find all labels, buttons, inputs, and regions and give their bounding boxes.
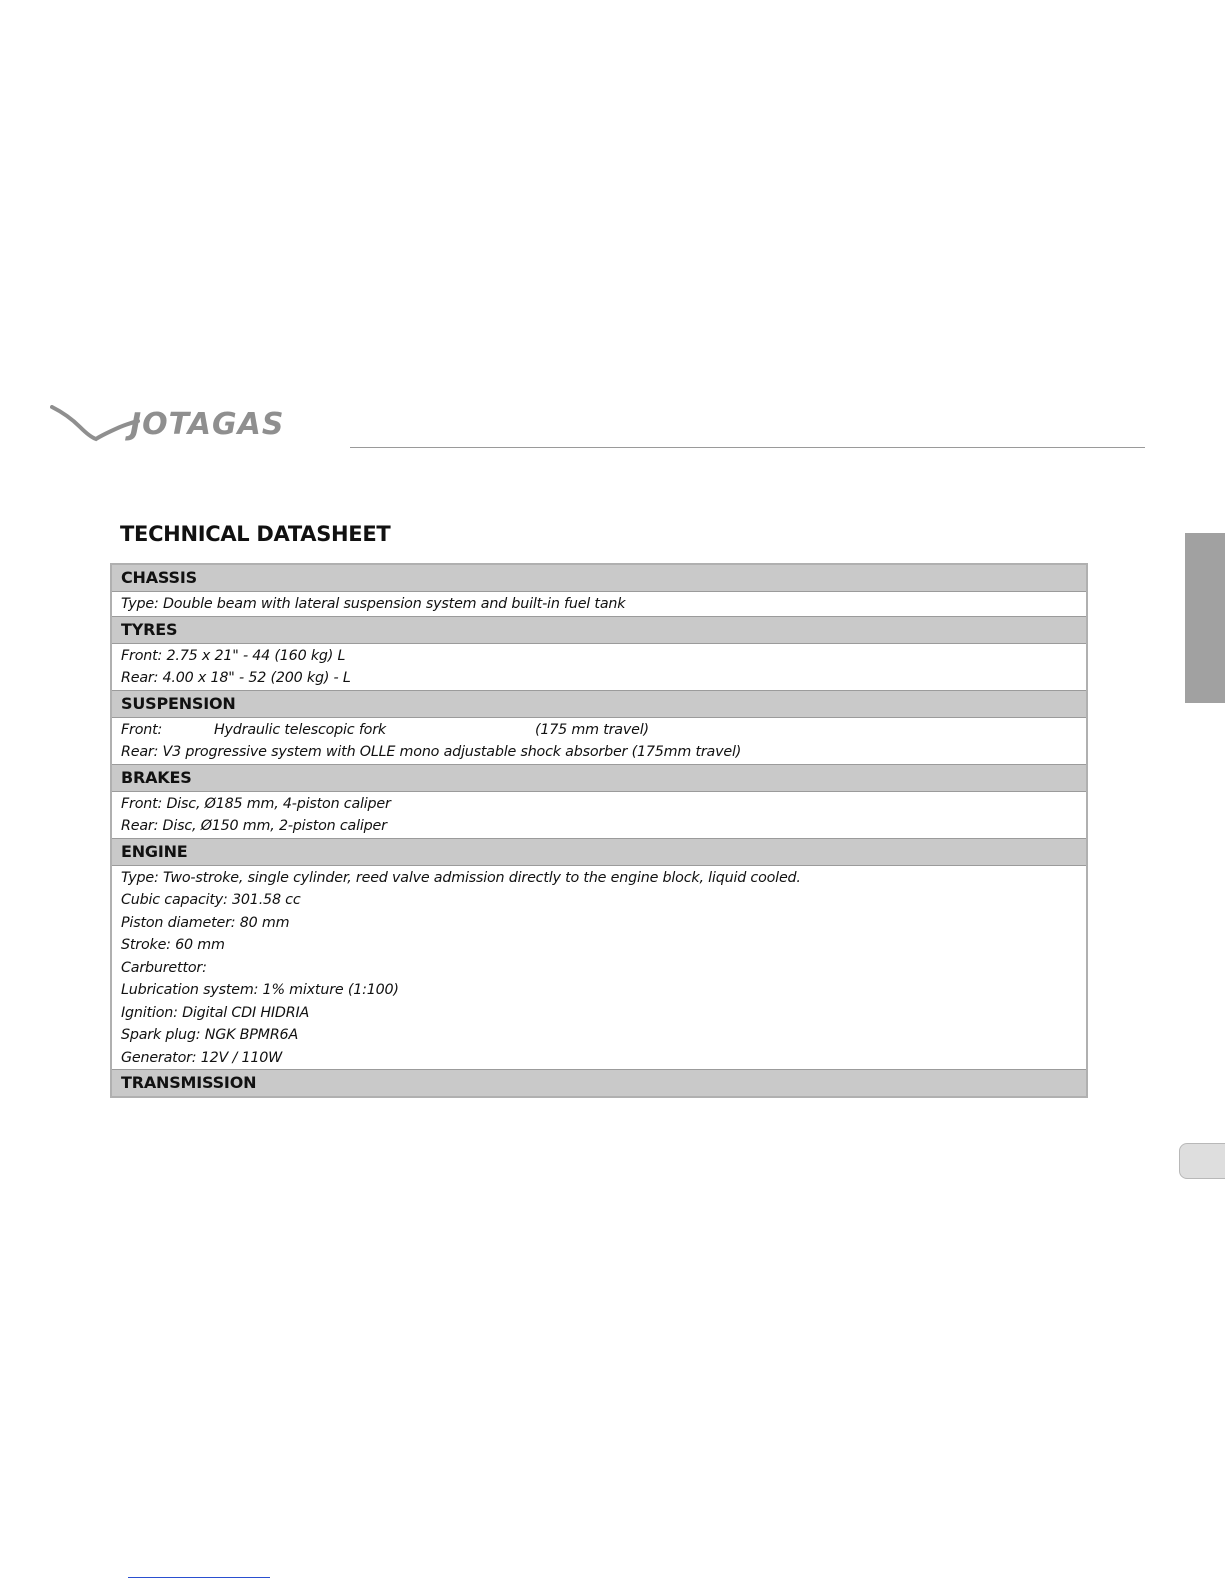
spec-line: Piston diameter: 80 mm	[121, 914, 290, 931]
brand-wordmark: JOTAGAS	[130, 407, 285, 442]
section-body-tyres	[112, 644, 1086, 691]
spec-line: Lubrication system: 1% mixture (1:100)	[121, 982, 399, 998]
section-header-chassis: CHASSIS	[112, 565, 1086, 592]
spec-line: Cubic capacity: 301.58 cc	[121, 892, 301, 908]
front-suspension-type: Hydraulic telescopic fork	[214, 721, 386, 738]
spec-line: Rear: Disc, Ø150 mm, 2-piston caliper	[121, 818, 387, 834]
section-side-tab	[1185, 533, 1225, 703]
section-body-chassis	[112, 592, 1086, 617]
front-suspension-label: Front:	[121, 721, 163, 738]
page-number-tab	[1179, 1143, 1225, 1179]
spec-table	[110, 563, 1088, 1098]
spec-line: Type: Double beam with lateral suspension system and built-in fuel tank	[121, 596, 626, 612]
page-title: TECHNICAL DATASHEET	[120, 522, 391, 546]
section-header-brakes: BRAKES	[112, 765, 1086, 792]
section-header-tyres: TYRES	[112, 617, 1086, 644]
spec-line: Carburettor:	[121, 959, 207, 976]
header-divider	[350, 447, 1145, 448]
spec-line: Rear: 4.00 x 18" - 52 (200 kg) - L	[121, 670, 351, 686]
spec-line: Stroke: 60 mm	[121, 937, 225, 953]
spec-line-front-suspension	[121, 719, 1086, 742]
section-body-engine	[112, 866, 1086, 1071]
spec-line: Ignition: Digital CDI HIDRIA	[121, 1004, 310, 1021]
spec-line: Generator: 12V / 110W	[121, 1049, 283, 1066]
spec-line: Front: Disc, Ø185 mm, 4-piston caliper	[121, 795, 391, 812]
spec-line: Front: 2.75 x 21" - 44 (160 kg) L	[121, 647, 346, 664]
spec-line: Spark plug: NGK BPMR6A	[121, 1027, 299, 1043]
spec-line: Type: Two-stroke, single cylinder, reed valve admission directly to the engine block, liquid cooled.	[121, 869, 801, 886]
section-header-engine: ENGINE	[112, 839, 1086, 866]
section-body-brakes	[112, 792, 1086, 839]
brand-logo	[50, 405, 340, 450]
spec-line: Rear: V3 progressive system with OLLE mono adjustable shock absorber (175mm travel)	[121, 744, 742, 760]
footer-link-underline[interactable]	[128, 1577, 270, 1578]
section-header-suspension: SUSPENSION	[112, 691, 1086, 718]
brand-swoosh-icon	[50, 405, 140, 450]
section-header-transmission: TRANSMISSION	[112, 1070, 1086, 1096]
section-body-suspension	[112, 718, 1086, 765]
front-suspension-travel: (175 mm travel)	[535, 721, 649, 738]
